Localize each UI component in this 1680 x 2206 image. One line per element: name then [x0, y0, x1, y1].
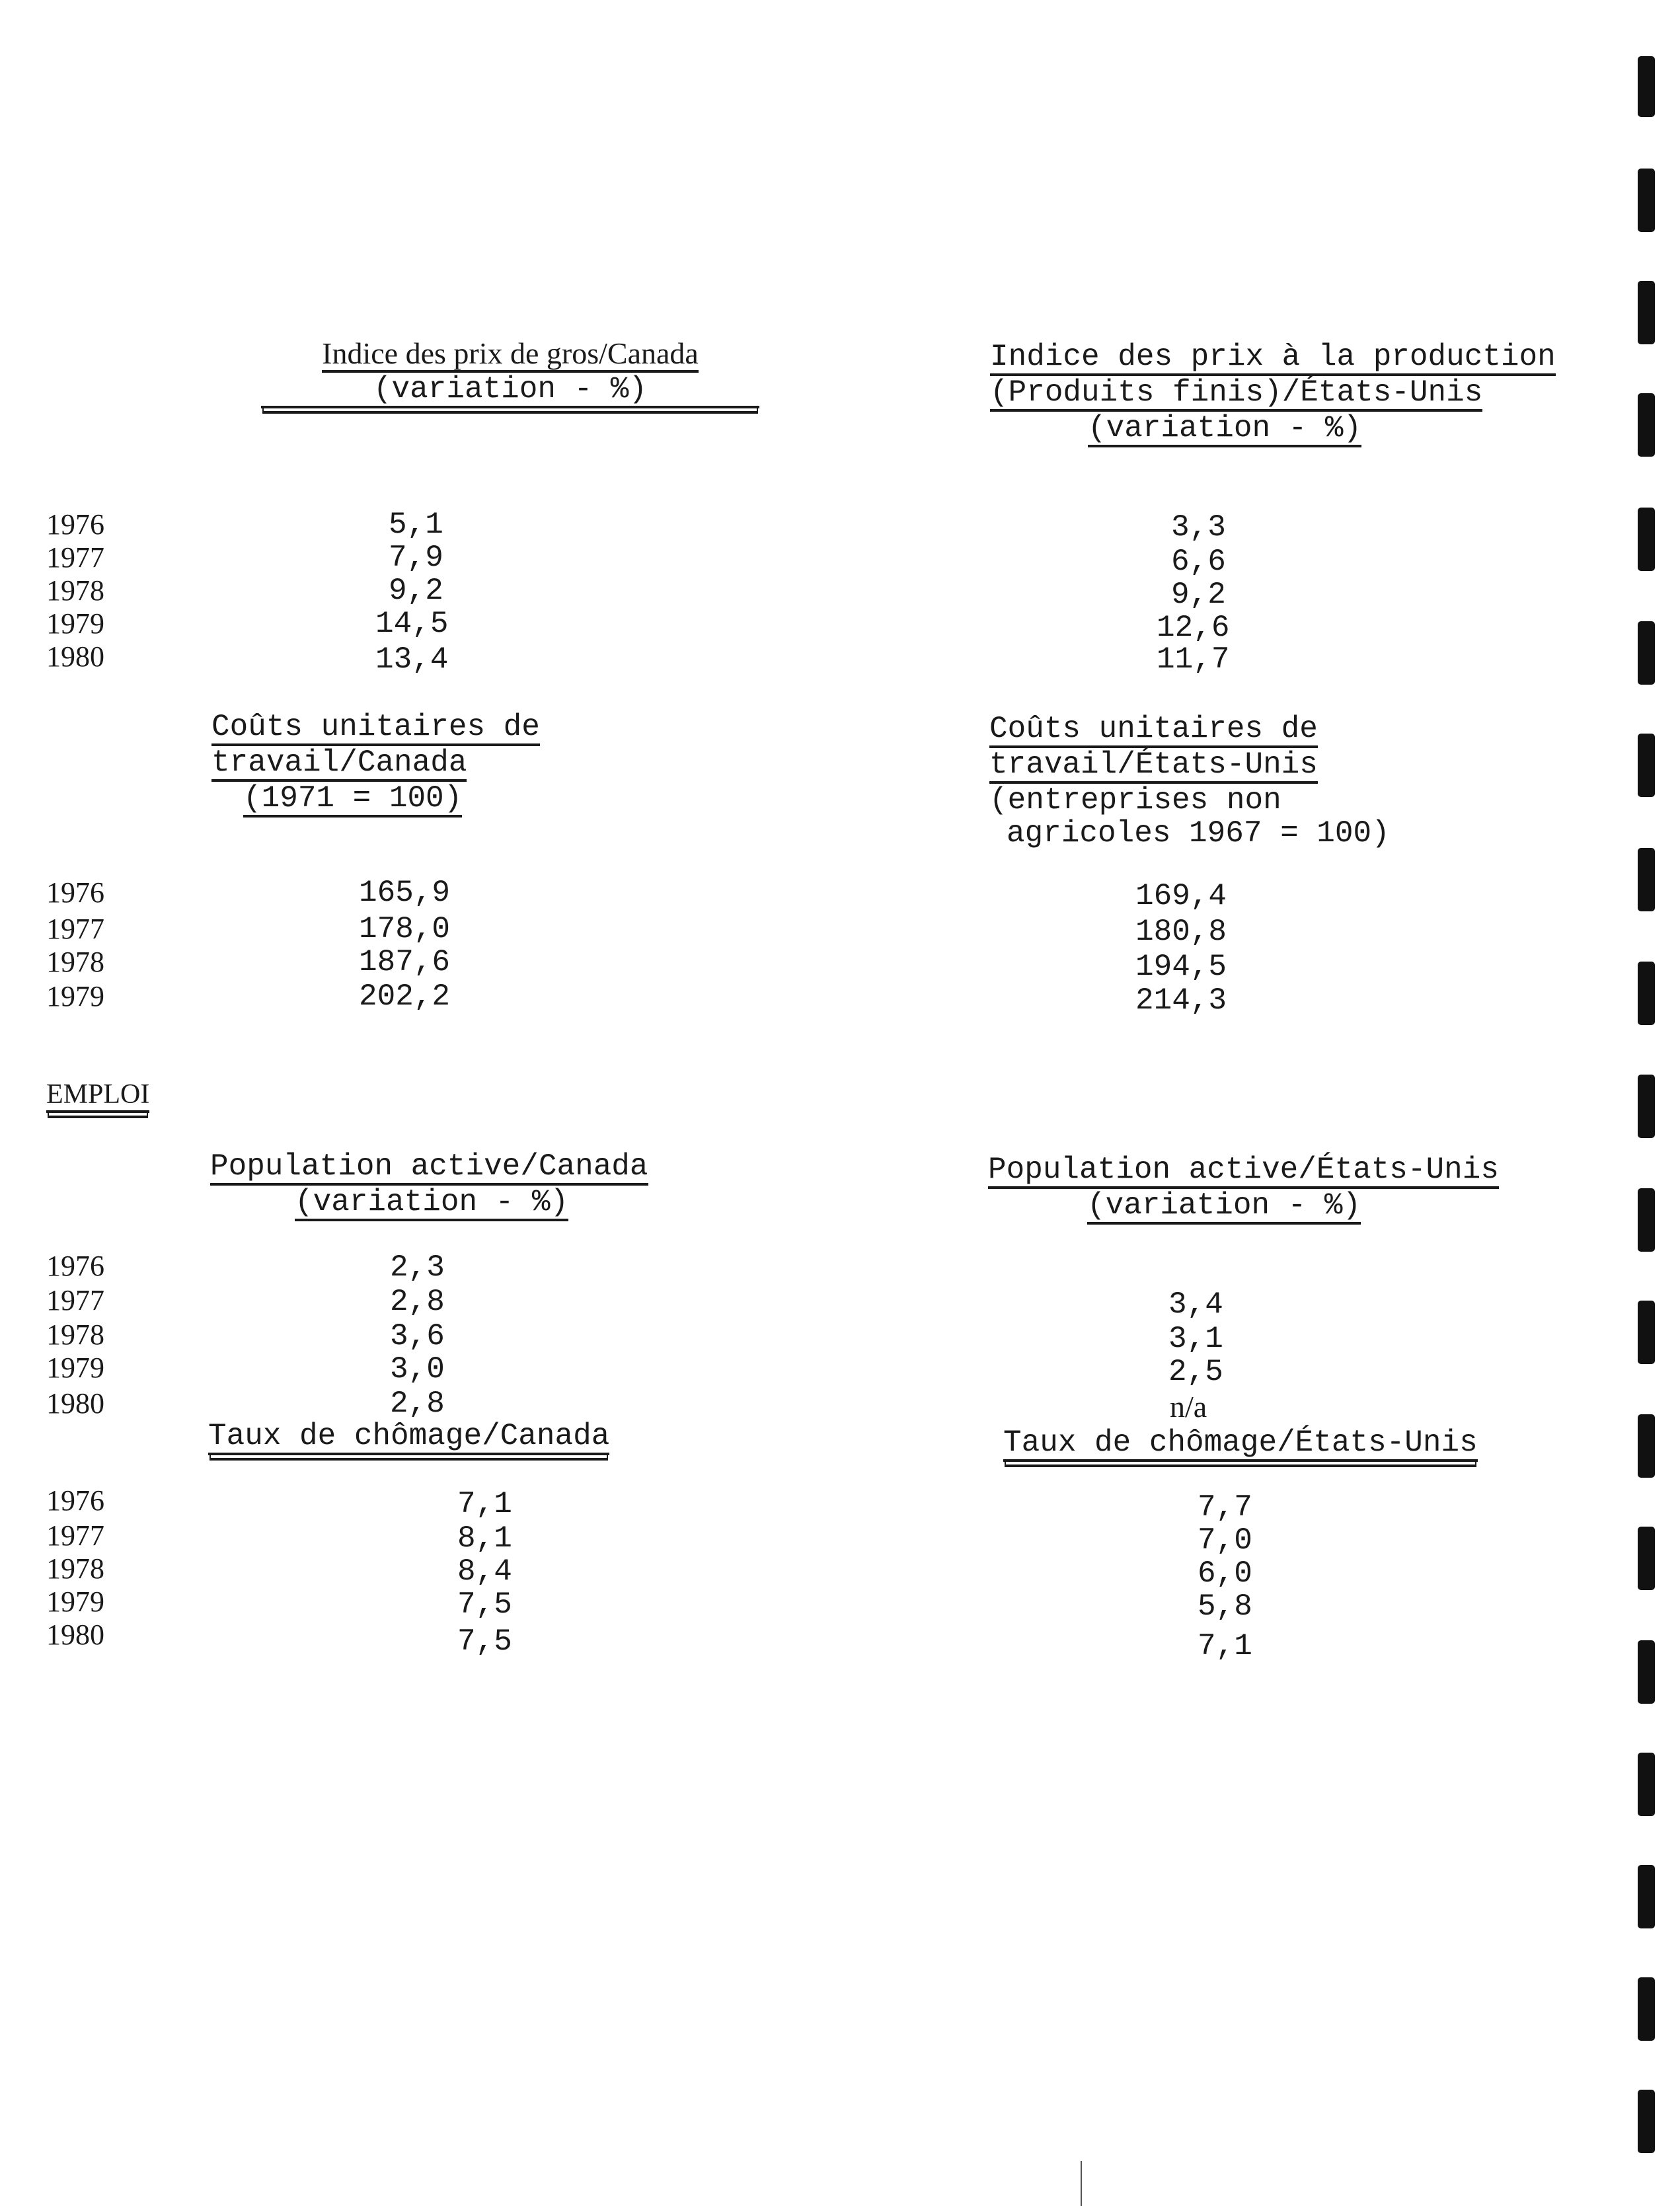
binding-mark: [1638, 848, 1655, 911]
wholesale-ca-value: 5,1: [389, 508, 443, 542]
labor-force-ca-value: 3,6: [390, 1319, 445, 1353]
labor-cost-ca-value: 202,2: [359, 979, 451, 1014]
wholesale-ca-value: 9,2: [389, 574, 443, 608]
unemployment-us-value: 7,1: [1198, 1629, 1252, 1663]
year-label: 1977: [46, 1519, 104, 1552]
year-label: 1976: [46, 876, 104, 909]
producer-us-value: 3,3: [1171, 510, 1226, 545]
year-label: 1976: [46, 1484, 104, 1517]
labor-force-ca-subtitle: (variation - %): [295, 1186, 568, 1221]
labor-cost-us-value: 169,4: [1135, 879, 1227, 913]
binding-mark: [1638, 281, 1655, 344]
unemployment-ca-title: Taux de chômage/Canada: [208, 1420, 609, 1455]
producer-us-value: 9,2: [1171, 578, 1226, 612]
unemployment-us-value: 6,0: [1198, 1556, 1252, 1591]
labor-force-us-value: 3,1: [1168, 1322, 1223, 1356]
binding-mark: [1638, 56, 1655, 117]
unemployment-ca-value: 7,1: [457, 1487, 512, 1521]
binding-mark: [1638, 169, 1655, 232]
labor-force-ca-value: 2,3: [390, 1250, 445, 1285]
producer-us-subtitle: (variation - %): [1088, 412, 1361, 447]
year-label: 1978: [46, 1318, 104, 1351]
labor-force-ca-header: [210, 1150, 648, 1221]
labor-cost-ca-subtitle: (1971 = 100): [243, 782, 462, 818]
section-heading: EMPLOI: [46, 1079, 149, 1113]
year-label: 1980: [46, 640, 104, 673]
labor-force-us-title: Population active/États-Unis: [988, 1153, 1499, 1189]
unemployment-ca-value: 7,5: [457, 1587, 512, 1622]
unemployment-us-header: [1003, 1426, 1478, 1462]
year-label: 1977: [46, 913, 104, 945]
labor-force-ca-title: Population active/Canada: [210, 1150, 648, 1186]
labor-cost-ca-value: 178,0: [359, 912, 451, 946]
binding-mark: [1638, 1301, 1655, 1364]
labor-cost-ca-header: [211, 710, 540, 818]
year-label: 1980: [46, 1618, 104, 1651]
labor-force-us-header: [988, 1153, 1499, 1225]
binding-mark: [1638, 734, 1655, 797]
year-label: 1979: [46, 980, 104, 1012]
wholesale-ca-subtitle: (variation - %): [261, 373, 759, 408]
labor-cost-us-value: 194,5: [1135, 950, 1227, 984]
binding-mark: [1638, 1188, 1655, 1252]
wholesale-ca-value: 14,5: [375, 607, 449, 641]
binding-mark: [1638, 1753, 1655, 1816]
wholesale-ca-title: Indice des prix de gros/Canada: [322, 337, 699, 373]
labor-cost-us-subtitle-line1: (entreprises non: [989, 783, 1281, 818]
unemployment-us-value: 7,7: [1198, 1490, 1252, 1525]
binding-mark: [1638, 962, 1655, 1025]
year-label: 1979: [46, 1351, 104, 1384]
binding-mark: [1638, 393, 1655, 457]
labor-cost-us-title-line1: Coûts unitaires de: [989, 712, 1318, 748]
labor-force-ca-value: 2,8: [390, 1285, 445, 1319]
producer-us-title-line1: Indice des prix à la production: [990, 340, 1556, 376]
labor-cost-us-subtitle-line2: agricoles 1967 = 100): [1007, 816, 1390, 851]
binding-mark: [1638, 1865, 1655, 1928]
year-label: 1980: [46, 1387, 104, 1420]
binding-mark: [1638, 1075, 1655, 1138]
labor-force-ca-value: 3,0: [390, 1352, 445, 1387]
unemployment-ca-value: 8,4: [457, 1554, 512, 1589]
labor-force-us-value: n/a: [1170, 1390, 1207, 1424]
labor-force-us-value: 2,5: [1168, 1355, 1223, 1389]
binding-mark: [1638, 1527, 1655, 1590]
labor-cost-us-value: 214,3: [1135, 983, 1227, 1018]
labor-cost-ca-title-line1: Coûts unitaires de: [211, 710, 540, 746]
binding-mark: [1638, 1414, 1655, 1478]
wholesale-ca-header: [261, 337, 759, 408]
unemployment-us-value: 7,0: [1198, 1523, 1252, 1558]
year-label: 1979: [46, 607, 104, 640]
binding-mark: [1638, 508, 1655, 571]
binding-mark: [1638, 1977, 1655, 2041]
unemployment-us-value: 5,8: [1198, 1589, 1252, 1624]
unemployment-us-title: Taux de chômage/États-Unis: [1003, 1426, 1478, 1462]
year-label: 1979: [46, 1585, 104, 1618]
scan-artifact: [1081, 2161, 1082, 2206]
binding-mark: [1638, 1640, 1655, 1704]
binding-mark: [1638, 2090, 1655, 2153]
year-label: 1977: [46, 541, 104, 574]
producer-us-value: 11,7: [1157, 642, 1230, 677]
year-label: 1978: [46, 574, 104, 607]
labor-cost-ca-value: 187,6: [359, 945, 451, 979]
binding-mark: [1638, 621, 1655, 685]
producer-us-title-line2: (Produits finis)/États-Unis: [990, 376, 1482, 412]
labor-cost-us-title-line2: travail/États-Unis: [989, 748, 1318, 784]
producer-us-value: 12,6: [1157, 611, 1230, 645]
year-label: 1976: [46, 508, 104, 541]
producer-us-header: [990, 340, 1556, 447]
wholesale-ca-value: 7,9: [389, 541, 443, 575]
unemployment-ca-header: [208, 1420, 609, 1455]
unemployment-ca-value: 7,5: [457, 1624, 512, 1659]
year-label: 1976: [46, 1250, 104, 1282]
labor-cost-ca-title-line2: travail/Canada: [211, 746, 467, 782]
labor-cost-us-header: [989, 712, 1390, 850]
labor-force-us-subtitle: (variation - %): [1087, 1189, 1361, 1225]
year-label: 1978: [46, 1552, 104, 1585]
labor-cost-us-value: 180,8: [1135, 915, 1227, 949]
labor-force-us-value: 3,4: [1168, 1287, 1223, 1322]
year-label: 1978: [46, 946, 104, 978]
labor-force-ca-value: 2,8: [390, 1387, 445, 1421]
labor-cost-ca-value: 165,9: [359, 876, 451, 910]
year-label: 1977: [46, 1284, 104, 1316]
unemployment-ca-value: 8,1: [457, 1521, 512, 1556]
producer-us-value: 6,6: [1171, 545, 1226, 579]
wholesale-ca-value: 13,4: [375, 642, 449, 677]
